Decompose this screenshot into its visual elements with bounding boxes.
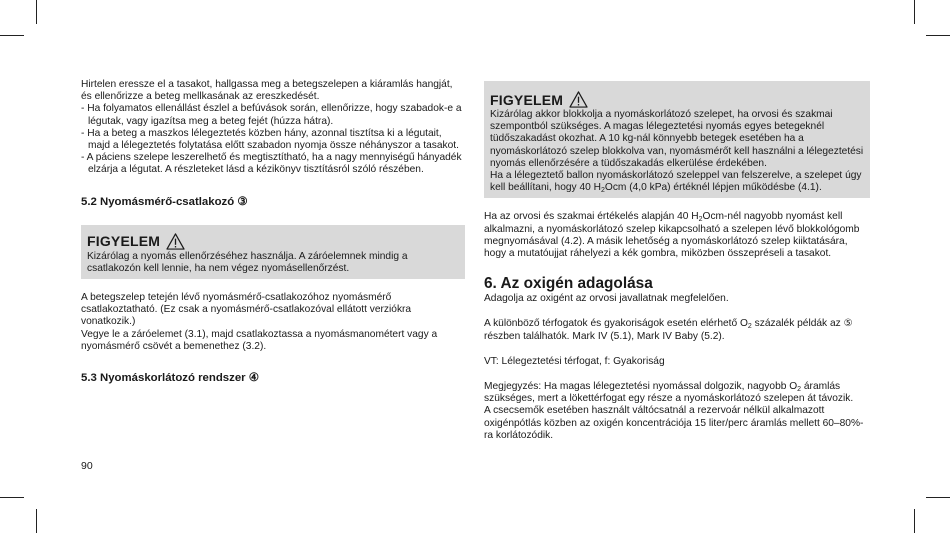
- warning-text: [490, 170, 865, 194]
- subscript: 2: [797, 386, 802, 394]
- crop-mark: [0, 35, 24, 36]
- warning-triangle-icon: [166, 233, 185, 250]
- text-fragment: Ha a lélegeztető ballon nyomáskorlátozó szeleppel van felszerelve, a szelepet úgy kell beállítani, hogy 40 H: [490, 170, 862, 194]
- paragraph: Vegye le a záróelemet (3.1), majd csatlakoztassa a nyomásmanométert vagy a nyomásmérő csövét a bemenethez (3.2).: [81, 328, 438, 352]
- crop-mark: [914, 0, 915, 24]
- bullet-item: - Ha a beteg a maszkos lélegeztetés közben hány, azonnal tisztítsa ki a légutait, majd a lélegeztetés folytatása előtt szabadon nyomja össze néhányszor a tasakot.: [81, 127, 459, 152]
- crop-mark: [926, 35, 950, 36]
- paragraph: Adagolja az oxigént az orvosi javallatnak megfelelően.: [484, 293, 729, 305]
- paragraph: VT: Lélegeztetési térfogat, f: Gyakoriság: [484, 355, 665, 367]
- subscript: 2: [747, 323, 752, 331]
- crop-mark: [36, 0, 37, 24]
- warning-title: FIGYELEM: [490, 91, 564, 108]
- crop-mark: [36, 509, 37, 533]
- paragraph: [484, 381, 870, 405]
- subscript: 2: [601, 187, 605, 195]
- warning-title: FIGYELEM: [87, 233, 161, 250]
- intro-paragraph: Hirtelen eressze el a tasakot, hallgassa meg a betegszelepen a kiáramlás hangját, és ellenőrizze a beteg mellkasának az ereszkedését.: [81, 79, 453, 103]
- page-number: 90: [81, 460, 93, 472]
- text-fragment: Ocm (4,0 kPa) értéknél lépjen működésbe (4.1).: [604, 182, 822, 194]
- text-fragment: Megjegyzés: Ha magas lélegeztetési nyomással dolgozik, nagyobb O: [484, 381, 798, 393]
- text-fragment: Ocm-nél nagyobb nyomást kell alkalmazni, a nyomáskorlátozó szelep kikapcsolható a szelepen lévő blokkológomb megnyomásával (4.2). A másik lehetőség a nyomáskorlátozó szelep kiiktatására, hogy a mutatóujjat ráhelyezi a kék gombra, miközben összepréseli a tasakot.: [484, 211, 860, 260]
- paragraph: A csecsemők esetében használt váltócsatnál a rezervoár nélkül alkalmazott oxigénpótlás közben az oxigén koncentrációja 15 liter/perc áramlás mellett 60–80%-ra korlátozódik.: [484, 405, 864, 441]
- warning-box: [81, 225, 465, 279]
- section-5-3-heading: 5.3 Nyomáskorlátozó rendszer ④: [81, 372, 259, 385]
- subscript: 2: [698, 216, 703, 224]
- crop-mark: [914, 509, 915, 533]
- paragraph: [484, 318, 870, 342]
- crop-mark: [926, 497, 950, 498]
- warning-box: [484, 81, 870, 198]
- warning-text: Kizárólag akkor blokkolja a nyomáskorlátozó szelepet, ha orvosi és szakmai szempontból szükséges. A magas lélegeztetési nyomás egyes betegeknél tüdőszakadást okozhat. A 10 kg-nál könnyebb betegek esetében ha a nyomáskorlátozó szelep blokkolva van, nyomásmérőt kell használni a lélegeztetési nyomás ellenőrzésére a tüdőszakadás elkerülése érdekében.: [490, 109, 864, 169]
- text-fragment: áramlás szükséges, mert a lökettérfogat egy része a nyomáskorlátozó szelepen át távozik.: [484, 381, 854, 405]
- text-fragment: Ha az orvosi és szakmai értékelés alapján 40 H: [484, 211, 699, 223]
- text-fragment: A különböző térfogatok és gyakoriságok esetén elérhető O: [484, 318, 748, 330]
- bullet-item: - Ha folyamatos ellenállást észlel a befúvások során, ellenőrizze, hogy szabadok-e a légutak, vagy igazítsa meg a beteg fejét (húzza hátra).: [81, 103, 462, 127]
- paragraph: A betegszelep tetején lévő nyomásmérő-csatlakozóhoz nyomásmérő csatlakoztatható. (Ez csak a nyomásmérő-csatlakozóval ellátott verziókra vonatkozik.): [81, 292, 412, 328]
- left-column: [81, 79, 465, 385]
- crop-mark: [0, 497, 24, 498]
- paragraph: [484, 211, 870, 260]
- warning-text: Kizárólag a nyomás ellenőrzéséhez használja. A záróelemnek mindig a csatlakozón kell lennie, ha nem végez nyomásellenőrzést.: [87, 250, 408, 274]
- text-fragment: százalék példák az ⑤ részben találhatók. Mark IV (5.1), Mark IV Baby (5.2).: [484, 318, 853, 342]
- warning-triangle-icon: [569, 91, 588, 108]
- section-5-2-heading: 5.2 Nyomásmérő-csatlakozó ③: [81, 195, 248, 208]
- right-column: [484, 81, 870, 442]
- bullet-item: - A páciens szelepe leszerelhető és megtisztítható, ha a nagy mennyiségű hányadék elzárja a légutat. A részleteket lásd a kézikönyv tisztításról szóló részében.: [81, 152, 462, 176]
- section-6-heading: 6. Az oxigén adagolása: [484, 275, 653, 293]
